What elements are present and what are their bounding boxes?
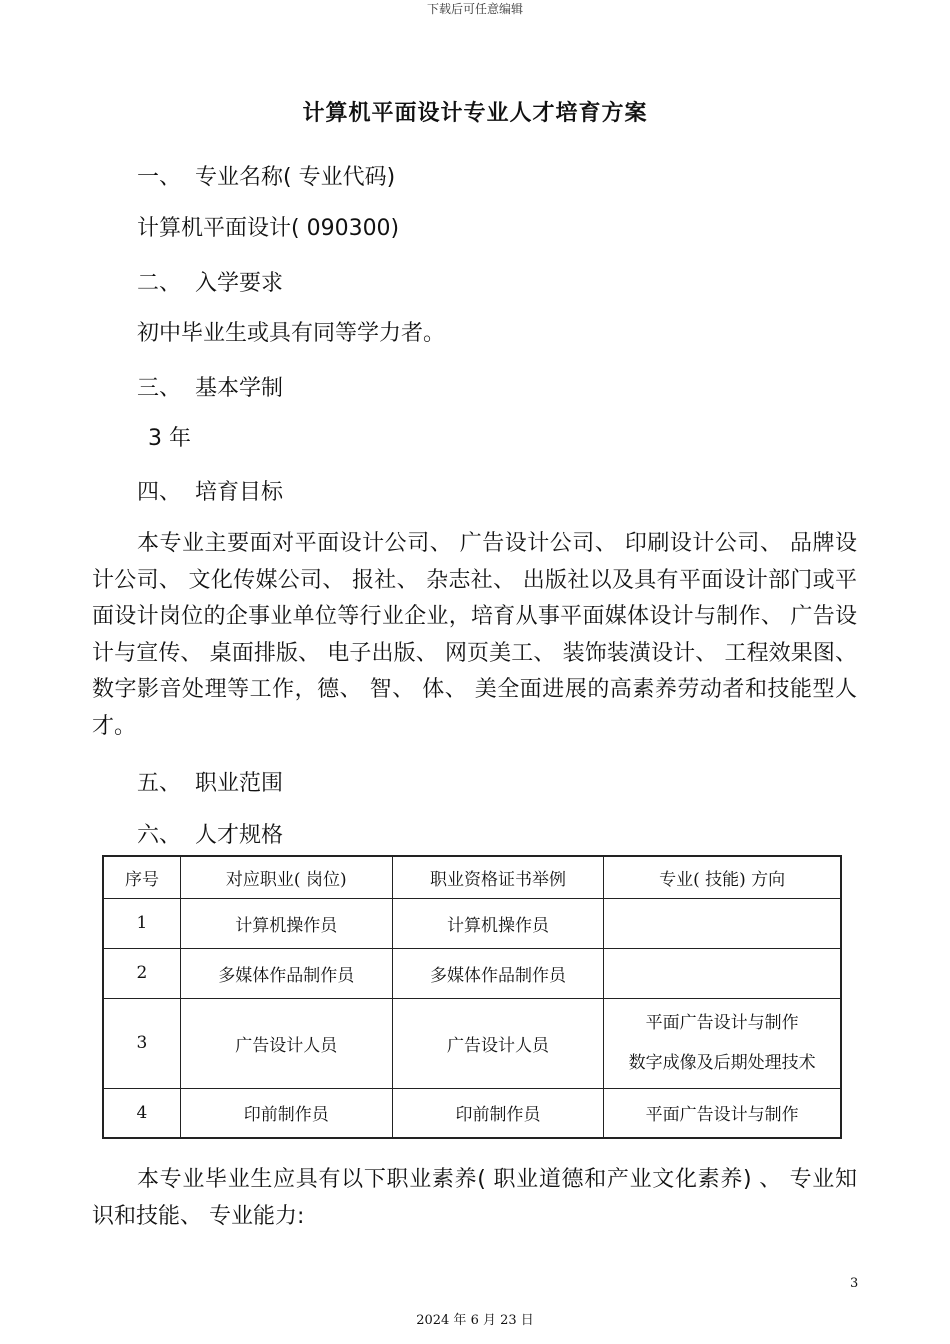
section-1-number: 一、 bbox=[137, 165, 182, 190]
section-4-heading bbox=[137, 475, 283, 506]
row-direction bbox=[604, 948, 841, 998]
table-row bbox=[103, 1088, 841, 1138]
row-direction bbox=[604, 998, 841, 1088]
section-3-label: 基本学制 bbox=[195, 376, 284, 401]
table-row bbox=[103, 898, 841, 948]
section-2-heading bbox=[137, 266, 283, 297]
table-header-cell: 专业( 技能) 方向 bbox=[604, 856, 841, 898]
row-job: 计算机操作员 bbox=[180, 898, 392, 948]
section-6-heading bbox=[137, 818, 283, 849]
section-2-number: 二、 bbox=[137, 271, 182, 296]
row-direction-line: 数字成像及后期处理技术 bbox=[628, 1053, 816, 1073]
section-1-body: 计算机平面设计( 090300) bbox=[137, 216, 400, 241]
section-4-number: 四、 bbox=[137, 480, 182, 505]
section-4-label: 培育目标 bbox=[195, 480, 284, 505]
section-6-label: 人才规格 bbox=[195, 823, 284, 848]
row-number: 4 bbox=[103, 1088, 180, 1138]
section-5-label: 职业范围 bbox=[195, 771, 284, 796]
row-job: 广告设计人员 bbox=[180, 998, 392, 1088]
row-number: 1 bbox=[103, 898, 180, 948]
section-2-label: 入学要求 bbox=[195, 271, 284, 296]
table-header-cell: 职业资格证书举例 bbox=[392, 856, 604, 898]
table-row bbox=[103, 948, 841, 998]
section-1-heading bbox=[137, 160, 395, 191]
section-4-paragraph: 本专业主要面对平面设计公司、 广告设计公司、 印刷设计公司、 品牌设计公司、 文化传媒公司、 报社、 杂志社、 出版社以及具有平面设计部门或平面设计岗位的企事业单位等行业企业，培育从事平面媒体设计与制作、 广告设计与宣传、 桌面排版、 电子出版、 网页美工、 装饰装潢设计、 工程效果图、 数字影音处理等工作，德、 智、 体、 美全面进展的高素养劳动者和技能型人才。 bbox=[92, 531, 857, 739]
section-3-heading bbox=[137, 371, 283, 402]
row-certificate: 多媒体作品制作员 bbox=[392, 948, 604, 998]
row-direction: 平面广告设计与制作 bbox=[604, 1088, 841, 1138]
row-certificate: 广告设计人员 bbox=[392, 998, 604, 1088]
footer-date: 2024 年 6 月 23 日 bbox=[416, 1313, 534, 1328]
talent-spec-table bbox=[102, 855, 842, 1139]
row-job: 印前制作员 bbox=[180, 1088, 392, 1138]
row-certificate: 计算机操作员 bbox=[392, 898, 604, 948]
section-3-number: 三、 bbox=[137, 376, 182, 401]
row-number: 3 bbox=[103, 998, 180, 1088]
table-row bbox=[103, 998, 841, 1088]
table-header-cell: 对应职业( 岗位) bbox=[180, 856, 392, 898]
section-2-body: 初中毕业生或具有同等学力者。 bbox=[137, 321, 446, 346]
section-5-heading bbox=[137, 766, 283, 797]
section-6-number: 六、 bbox=[137, 823, 182, 848]
row-number: 2 bbox=[103, 948, 180, 998]
table-header-cell: 序号 bbox=[103, 856, 180, 898]
row-direction bbox=[604, 898, 841, 948]
row-job: 多媒体作品制作员 bbox=[180, 948, 392, 998]
section-5-number: 五、 bbox=[137, 771, 182, 796]
page-number: 3 bbox=[850, 1276, 859, 1291]
section-3-body: 3 年 bbox=[148, 426, 191, 451]
row-certificate: 印前制作员 bbox=[392, 1088, 604, 1138]
row-direction-line: 平面广告设计与制作 bbox=[645, 1013, 799, 1033]
section-1-label: 专业名称( 专业代码) bbox=[195, 165, 396, 190]
closing-paragraph: 本专业毕业生应具有以下职业素养( 职业道德和产业文化素养) 、 专业知识和技能、 专业能力: bbox=[92, 1167, 857, 1229]
header-note: 下载后可任意编辑 bbox=[426, 2, 523, 16]
table-header-row bbox=[103, 856, 841, 898]
document-title: 计算机平面设计专业人才培育方案 bbox=[302, 101, 648, 126]
